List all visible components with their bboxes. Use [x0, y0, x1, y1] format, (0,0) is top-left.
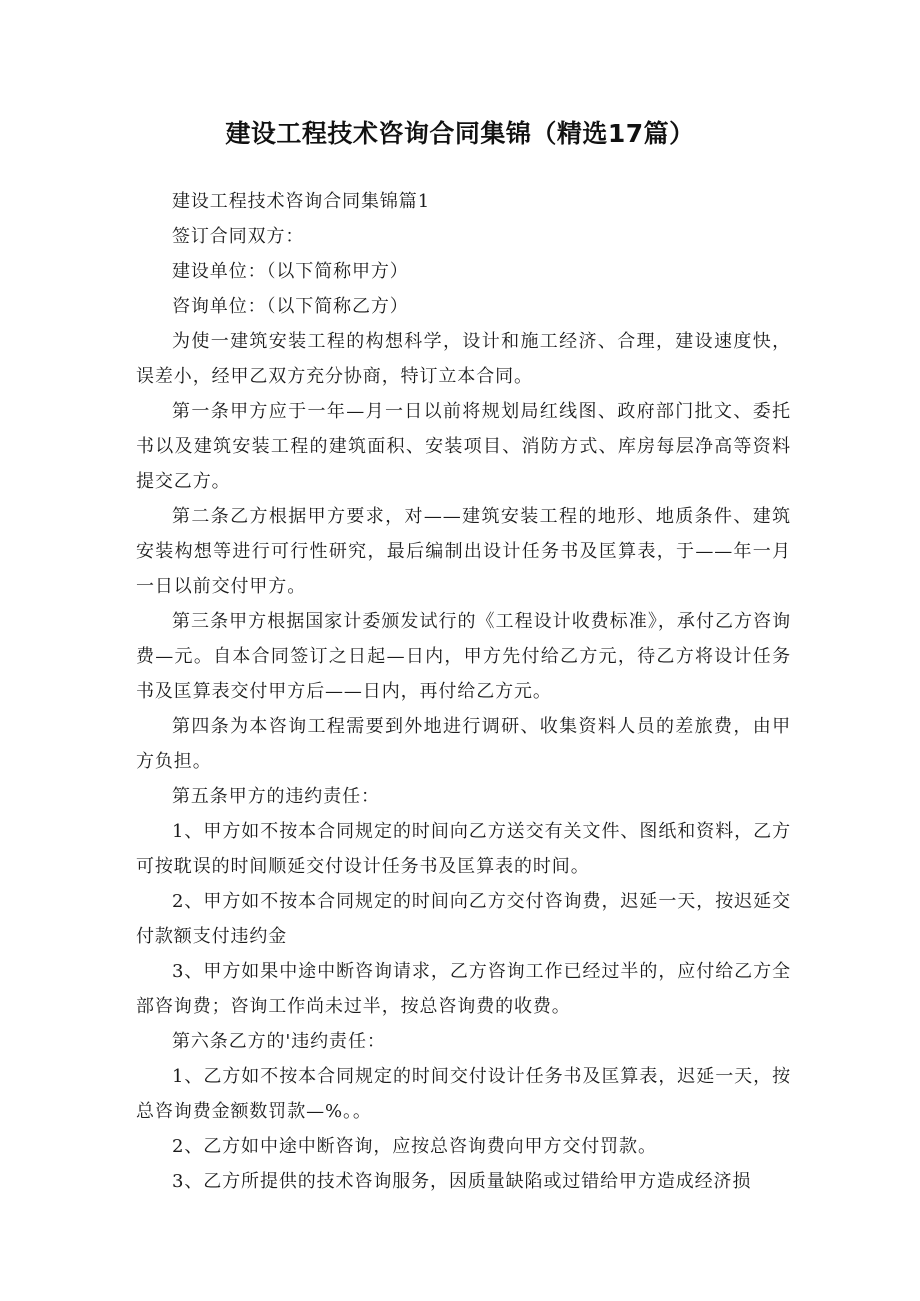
paragraph: 第六条乙方的'违约责任：: [172, 1031, 386, 1052]
paragraph: 签订合同双方：: [172, 226, 305, 247]
paragraph: 第二条乙方根据甲方要求，对——建筑安装工程的地形、地质条件、建筑安装构想等进行可行性研究，最后编制出设计任务书及匡算表，于——年一月一日以前交付甲方。: [136, 506, 791, 597]
paragraph: 1、乙方如不按本合同规定的时间交付设计任务书及匡算表，迟延一天，按总咨询费金额数罚款—%。。: [136, 1066, 791, 1122]
paragraph: 2、乙方如中途中断咨询，应按总咨询费向甲方交付罚款。: [172, 1136, 657, 1157]
paragraph: 2、甲方如不按本合同规定的时间向乙方交付咨询费，迟延一天，按迟延交付款额支付违约金: [136, 891, 791, 947]
document-title: 建设工程技术咨询合同集锦（精选17篇）: [225, 119, 695, 148]
paragraph: 3、甲方如果中途中断咨询请求，乙方咨询工作已经过半的，应付给乙方全部咨询费；咨询工作尚未过半，按总咨询费的收费。: [136, 961, 791, 1017]
document-body: [136, 184, 791, 1199]
paragraph: 建设单位：（以下简称甲方）: [172, 261, 409, 282]
paragraph: 1、甲方如不按本合同规定的时间向乙方送交有关文件、图纸和资料，乙方可按耽误的时间顺延交付设计任务书及匡算表的时间。: [136, 821, 791, 877]
paragraph: 为使一建筑安装工程的构想科学，设计和施工经济、合理，建设速度快，误差小，经甲乙双方充分协商，特订立本合同。: [136, 331, 791, 387]
paragraph: 第一条甲方应于一年—月一日以前将规划局红线图、政府部门批文、委托书以及建筑安装工程的建筑面积、安装项目、消防方式、库房每层净高等资料提交乙方。: [136, 401, 791, 492]
paragraph: 第四条为本咨询工程需要到外地进行调研、收集资料人员的差旅费，由甲方负担。: [136, 716, 791, 772]
paragraph: 咨询单位：（以下简称乙方）: [172, 296, 409, 317]
paragraph: 第三条甲方根据国家计委颁发试行的《工程设计收费标准》，承付乙方咨询费—元。自本合同签订之日起—日内，甲方先付给乙方元，待乙方将设计任务书及匡算表交付甲方后——日内，再付给乙方元。: [136, 611, 791, 702]
paragraph: 第五条甲方的违约责任：: [172, 786, 380, 807]
section-heading: 建设工程技术咨询合同集锦篇1: [172, 191, 431, 212]
paragraph: 3、乙方所提供的技术咨询服务，因质量缺陷或过错给甲方造成经济损: [172, 1171, 752, 1192]
